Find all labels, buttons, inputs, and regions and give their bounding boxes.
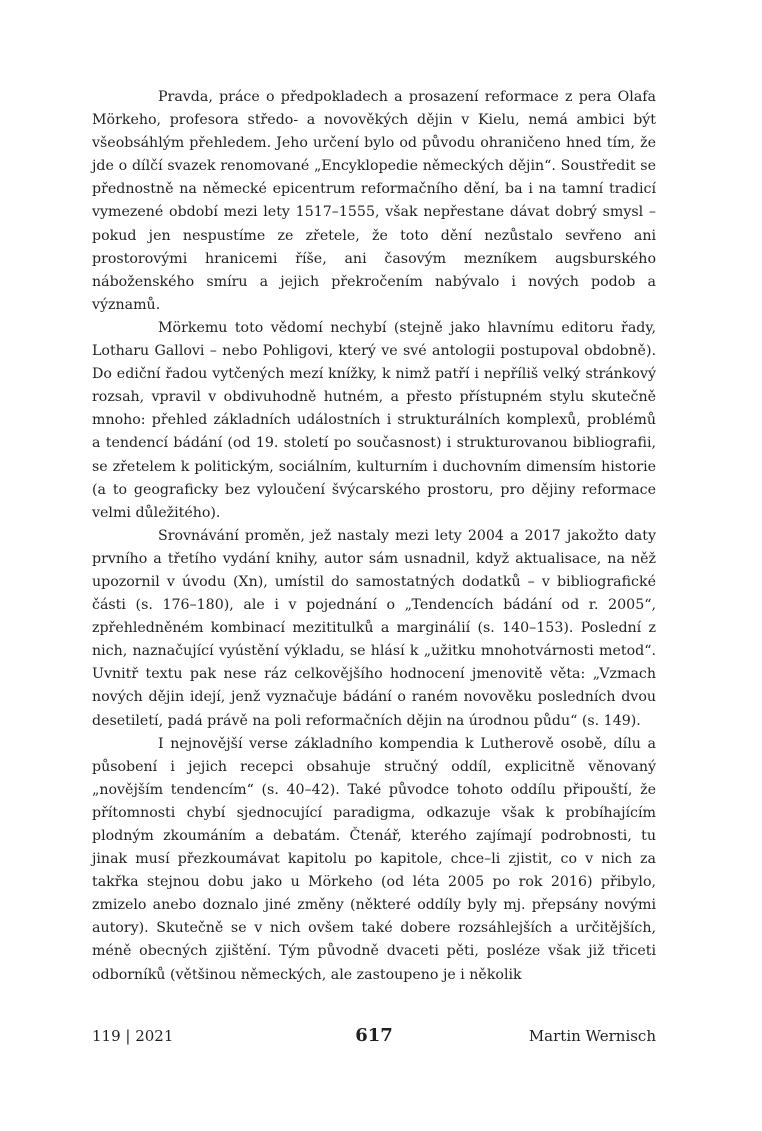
body-text [92,86,656,987]
author-name: Martin Wernisch [528,1027,656,1045]
paragraph-2: Mörkemu toto vědomí nechybí (stejně jako hlavnímu editoru řady, Lotharu Gallovi – nebo Pohligovi, který ve své antologii postupoval obdobně). Do ediční řadou vytčených mezí knížky, k nimž patří i nepříliš velký stránkový rozsah, vpravil v obdivuhodně hutném, a přesto přístupném stylu skutečně mnoho: přehled základních událostních i strukturálních komplexů, problémů a tendencí bádání (od 19. století po současnost) i strukturovanou bibliografii, se zřetelem k politickým, sociálním, kulturním i duchovním dimensím historie (a to geograficky bez vyloučení švýcarského prostoru, pro dějiny reformace velmi důležitého). [92,319,656,521]
paragraph-1: Pravda, práce o předpokladech a prosazení reformace z pera Olafa Mörkeho, profesora středo- a novověkých dějin v Kielu, nemá ambici být všeobsáhlým přehledem. Jeho určení bylo od původu ohraničeno hned tím, že jde o dílčí svazek renomované „Encyklopedie německých dějin“. Soustředit se přednostně na německé epicentrum reformačního dění, ba i na tamní tradicí vymezené období mezi lety 1517–1555, však nepřestane dávat dobrý smysl – pokud jen nespustíme ze zřetele, že toto dění nezůstalo sevřeno ani prostorovými hranicemi říše, ani časovým mezníkem augsburského náboženského smíru a jejich překročením nabývalo i nových podob a významů. [92,89,656,313]
page-number: 617 [355,1025,393,1046]
paragraph-3: Srovnávání proměn, jež nastaly mezi lety 2004 a 2017 jakožto daty prvního a třetího vydání knihy, autor sám usnadnil, když aktualisace, na něž upozornil v úvodu (Xn), umístil do samostatných dodatků – v bibliografické části (s. 176–180), ale i v pojednání o „Tendencích bádání od r. 2005“, zpřehledněném kombinací mezititulků a marginálií (s. 140–153). Poslední z nich, naznačující vyústění výkladu, se hlásí k „užitku mnohotvárnosti metod“. Uvnitř textu pak nese ráz celkovějšího hodnocení jmenovitě věta: „Vzmach nových dějin idejí, jenž vyznačuje bádání o raném novověku posledních dvou desetiletí, padá právě na poli reformačních dějin na úrodnou půdu“ (s. 149). [92,527,656,729]
page-footer [92,1025,656,1049]
issue-label: 119 | 2021 [92,1027,174,1045]
paragraph-4: I nejnovější verse základního kompendia k Lutherově osobě, dílu a působení i jejich recepci obsahuje stručný oddíl, explicitně věnovaný „novějším tendencím“ (s. 40–42). Také původce tohoto oddílu připouští, že přítomnosti chybí sjednocující paradigma, odkazuje však k probíhajícím plodným zkoumáním a debatám. Čtenář, kterého zajímají podrobnosti, tu jinak musí přezkoumávat kapitolu po kapitole, chce–li zjistit, co v nich za takřka stejnou dobu jako u Mörkeho (od léta 2005 po rok 2016) přibylo, zmizelo anebo doznalo jiné změny (některé oddíly byly mj. přepsány novými autory). Skutečně se v nich ovšem také dobere rozsáhlejších a určitějších, méně obecných zjištění. Tým původně dvaceti pěti, posléze však již třiceti odborníků (většinou německých, ale zastoupeno je i několik [92,735,656,983]
